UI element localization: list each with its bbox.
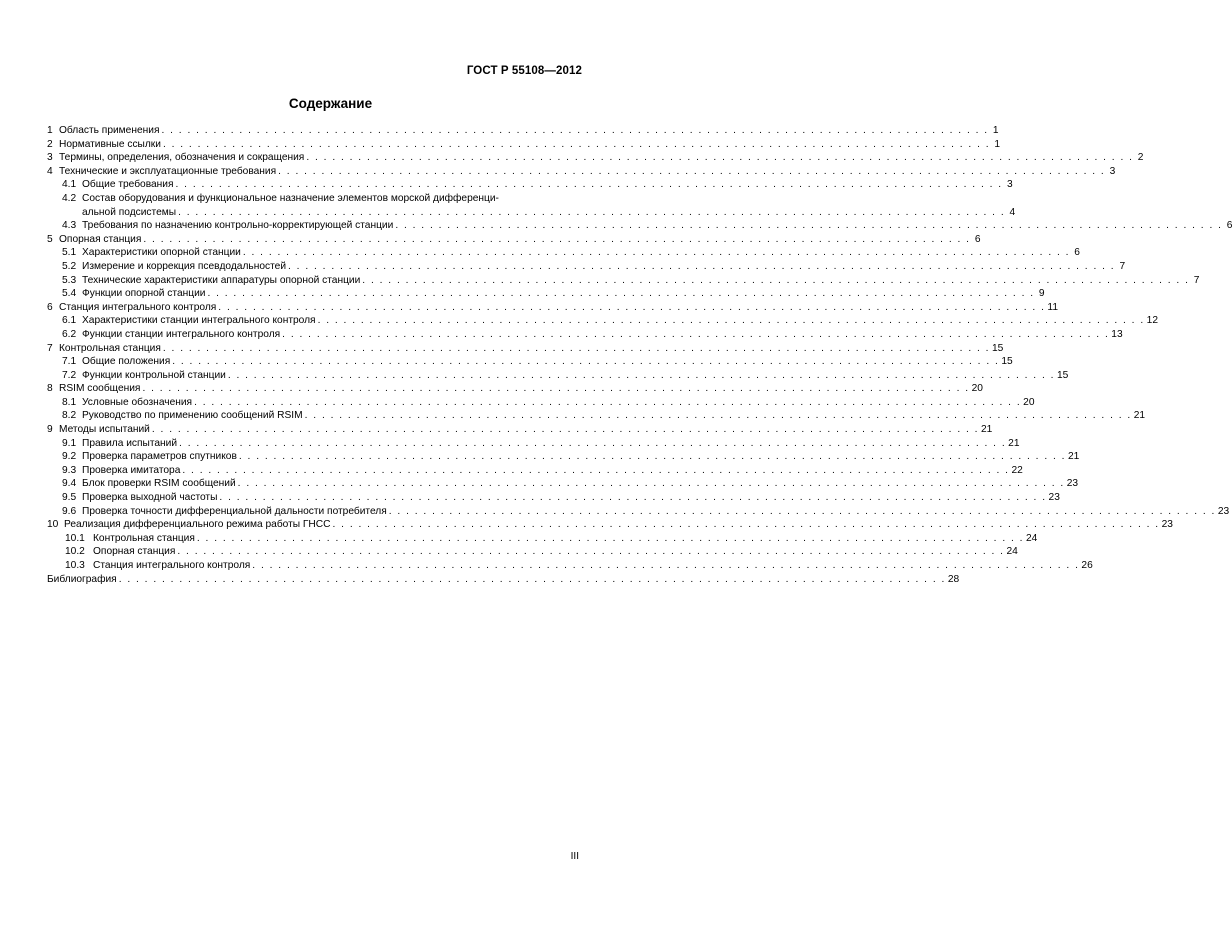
toc-dot-leader	[306, 151, 1133, 165]
toc-entry-number: 9.4	[62, 478, 77, 490]
toc-entry[interactable]	[47, 532, 1038, 546]
toc-entry-number: 2	[47, 138, 53, 150]
toc-entry[interactable]	[47, 206, 1016, 220]
toc-dot-leader	[161, 124, 988, 138]
toc-entry-title: Технические характеристики аппаратуры опорной станции	[82, 274, 361, 286]
toc-entry[interactable]	[47, 138, 1001, 152]
toc-entry-title: Общие положения	[82, 356, 171, 368]
toc-entry-page: 15	[1001, 356, 1013, 368]
toc-entry[interactable]	[47, 219, 1232, 233]
toc-entry-number: 5.4	[62, 288, 77, 300]
toc-dot-leader	[305, 409, 1132, 423]
toc-dot-leader	[182, 464, 1009, 478]
toc-entry[interactable]	[47, 382, 983, 396]
toc-entry[interactable]	[47, 505, 1230, 519]
toc-entry-title: Область применения	[59, 125, 160, 136]
toc-entry[interactable]	[47, 246, 1080, 260]
toc-entry-number: 5	[47, 233, 53, 245]
toc-entry-title: Опорная станция	[93, 546, 176, 558]
toc-entry-title: Контрольная станция	[59, 342, 161, 354]
toc-dot-leader	[219, 491, 1046, 505]
toc-heading: Содержание	[288, 96, 373, 111]
toc-dot-leader	[194, 396, 1021, 410]
toc-entry[interactable]	[47, 124, 999, 138]
toc-dot-leader	[318, 314, 1145, 328]
table-of-contents	[47, 124, 1232, 586]
toc-entry-title: Термины, определения, обозначения и сокращения	[59, 152, 305, 164]
toc-entry[interactable]	[47, 518, 1173, 532]
toc-entry[interactable]	[47, 477, 1079, 491]
toc-dot-leader	[389, 505, 1216, 519]
toc-entry-number: 7	[47, 342, 53, 354]
toc-entry-number: 10.2	[65, 546, 85, 558]
toc-entry-page: 20	[971, 383, 983, 395]
toc-entry-page: 24	[1006, 546, 1018, 558]
toc-entry-page: 13	[1111, 328, 1123, 340]
toc-entry-number: 9.5	[62, 492, 77, 504]
toc-entry[interactable]	[47, 192, 583, 206]
toc-entry-title: Общие требования	[82, 179, 174, 191]
toc-dot-leader	[143, 233, 970, 247]
toc-entry-number: 3	[47, 152, 53, 164]
toc-entry[interactable]	[47, 573, 960, 587]
toc-entry-page: 15	[1056, 369, 1069, 381]
toc-entry-page: 1	[992, 125, 999, 136]
toc-entry-page: 21	[980, 424, 993, 436]
toc-entry-number: 4.1	[62, 179, 77, 191]
toc-dot-leader	[177, 545, 1004, 559]
toc-entry-number: 4.2	[62, 192, 77, 204]
toc-entry-page: 21	[1068, 451, 1080, 463]
toc-entry-page: 24	[1025, 532, 1038, 544]
toc-entry[interactable]	[47, 464, 1023, 478]
toc-entry-title: Проверка имитатора	[82, 464, 181, 476]
toc-entry-page: 7	[1119, 260, 1126, 272]
toc-dot-leader	[142, 382, 969, 396]
toc-entry-number: 6	[47, 301, 53, 313]
toc-entry-title: Нормативные ссылки	[59, 138, 161, 150]
document-code: ГОСТ Р 55108—2012	[466, 65, 582, 77]
toc-entry-number: 9	[47, 424, 53, 436]
toc-entry[interactable]	[47, 450, 1080, 464]
toc-entry-page: 9	[1038, 288, 1045, 300]
toc-entry-number: 4	[47, 165, 53, 177]
toc-entry-title: Станция интегрального контроля	[93, 560, 251, 571]
toc-entry-page: 21	[1133, 410, 1146, 422]
toc-entry-page: 1	[994, 138, 1001, 150]
toc-entry[interactable]	[47, 369, 1069, 383]
toc-entry-title: Характеристики станции интегрального контроля	[82, 315, 316, 327]
toc-dot-leader	[178, 206, 1005, 220]
toc-entry[interactable]	[47, 274, 1200, 288]
toc-entry[interactable]	[47, 491, 1060, 505]
toc-entry-number: 9.2	[62, 451, 77, 463]
toc-entry-page: 11	[1047, 301, 1058, 313]
toc-entry[interactable]	[47, 328, 1123, 342]
toc-dot-leader	[163, 342, 990, 356]
toc-entry-title: Опорная станция	[59, 233, 142, 245]
toc-entry-title: Состав оборудования и функциональное назначение элементов морской дифференци-	[82, 192, 499, 204]
toc-dot-leader	[395, 219, 1222, 233]
toc-entry[interactable]	[47, 301, 1058, 315]
toc-entry-number: 9.3	[62, 464, 77, 476]
toc-dot-leader	[176, 178, 1003, 192]
toc-entry-title: Реализация дифференциального режима работы ГНСС	[64, 519, 331, 531]
toc-entry-number: 9.6	[62, 505, 77, 517]
toc-dot-leader	[207, 287, 1034, 301]
toc-entry-page: 3	[1006, 179, 1013, 191]
toc-dot-leader	[239, 450, 1066, 464]
toc-entry-title: Функции контрольной станции	[82, 369, 226, 381]
toc-dot-leader	[218, 301, 1045, 315]
toc-entry-page: 15	[991, 342, 1004, 354]
toc-dot-leader	[172, 355, 999, 369]
toc-entry-title: Функции опорной станции	[82, 288, 206, 300]
toc-dot-leader	[282, 328, 1109, 342]
toc-dot-leader	[288, 260, 1115, 274]
toc-entry-page: 6	[974, 233, 981, 245]
toc-entry[interactable]	[47, 314, 1159, 328]
toc-entry[interactable]	[47, 287, 1045, 301]
toc-entry-title: Правила испытаний	[82, 437, 178, 449]
toc-entry[interactable]	[47, 260, 1126, 274]
toc-entry-page: 6	[1074, 247, 1080, 259]
toc-dot-leader	[152, 423, 979, 437]
toc-entry-page: 23	[1066, 478, 1079, 490]
toc-entry-number: 7.1	[62, 356, 77, 368]
toc-entry-page: 3	[1109, 165, 1116, 177]
toc-entry-title: Библиография	[47, 573, 117, 585]
toc-entry[interactable]	[47, 233, 981, 247]
toc-entry-title: Руководство по применению сообщений RSIM	[82, 410, 303, 422]
toc-entry-title: RSIM сообщения	[59, 383, 141, 395]
toc-entry-page: 7	[1193, 274, 1200, 286]
toc-entry-number: 6.2	[62, 328, 77, 340]
toc-entry-page: 26	[1081, 560, 1093, 571]
toc-entry-number: 9.1	[62, 437, 77, 449]
toc-entry-number: 10.3	[65, 560, 85, 571]
toc-entry-title: Контрольная станция	[93, 532, 195, 544]
toc-entry-page: 2	[1137, 152, 1144, 164]
toc-entry-number: 8.1	[62, 396, 77, 408]
toc-entry-title: Методы испытаний	[59, 424, 150, 436]
toc-dot-leader	[333, 518, 1160, 532]
toc-dot-leader	[278, 165, 1105, 179]
toc-entry-title: Блок проверки RSIM сообщений	[82, 478, 236, 490]
toc-entry-number: 5.1	[62, 247, 77, 259]
toc-entry-number: 6.1	[62, 315, 77, 327]
toc-entry-title: Проверка точности дифференциальной дальности потребителя	[82, 505, 387, 517]
toc-entry[interactable]	[47, 423, 993, 437]
toc-entry-page: 23	[1161, 519, 1173, 531]
toc-entry[interactable]	[47, 151, 1144, 165]
toc-dot-leader	[228, 369, 1055, 383]
toc-entry[interactable]	[47, 559, 1093, 573]
toc-entry-page: 22	[1011, 464, 1023, 476]
toc-entry-number: 1	[47, 125, 53, 136]
toc-entry-page: 4	[1009, 206, 1016, 218]
toc-entry-number: 8.2	[62, 410, 77, 422]
toc-entry[interactable]	[47, 437, 1020, 451]
toc-entry[interactable]	[47, 165, 1116, 179]
toc-entry-title: Функции станции интегрального контроля	[82, 328, 281, 340]
toc-dot-leader	[252, 559, 1079, 573]
toc-entry-title: Проверка параметров спутников	[82, 451, 237, 463]
toc-dot-leader	[243, 246, 1070, 260]
toc-entry-title: альной подсистемы	[82, 206, 177, 218]
toc-entry-page: 28	[947, 573, 960, 585]
toc-entry-number: 7.2	[62, 369, 77, 381]
toc-entry[interactable]	[47, 396, 1035, 410]
toc-entry-title: Технические и эксплуатационные требования	[59, 165, 277, 177]
toc-entry-number: 10	[47, 519, 59, 531]
toc-entry-title: Характеристики опорной станции	[82, 247, 241, 259]
toc-dot-leader	[197, 532, 1024, 546]
toc-entry[interactable]	[47, 342, 1004, 356]
toc-dot-leader	[238, 477, 1065, 491]
toc-entry[interactable]	[47, 355, 1013, 369]
toc-entry-page: 23	[1217, 505, 1230, 517]
toc-entry-number: 5.3	[62, 274, 77, 286]
toc-entry-page: 21	[1008, 437, 1020, 449]
toc-entry-page: 6	[1226, 220, 1232, 232]
toc-entry-number: 8	[47, 383, 53, 395]
toc-entry[interactable]	[47, 178, 1013, 192]
toc-entry-title: Проверка выходной частоты	[82, 492, 218, 504]
toc-entry-number: 5.2	[62, 260, 77, 272]
toc-entry-title: Условные обозначения	[82, 396, 193, 408]
toc-dot-leader	[163, 138, 990, 152]
toc-entry[interactable]	[47, 409, 1146, 423]
toc-entry-title: Требования по назначению контрольно-корректирующей станции	[82, 220, 394, 232]
toc-dot-leader	[179, 437, 1006, 451]
toc-entry-page: 23	[1048, 492, 1060, 504]
toc-dot-leader	[119, 573, 946, 587]
toc-entry-title: Измерение и коррекция псевдодальностей	[82, 260, 287, 272]
toc-dot-leader	[362, 274, 1189, 288]
toc-entry-number: 10.1	[65, 532, 85, 544]
toc-entry-page: 20	[1023, 396, 1035, 408]
toc-entry-title: Станция интегрального контроля	[59, 301, 217, 313]
toc-entry-number: 4.3	[62, 220, 77, 232]
toc-entry[interactable]	[47, 545, 1018, 559]
toc-entry-page: 12	[1146, 315, 1159, 327]
page-number: III	[570, 851, 579, 862]
